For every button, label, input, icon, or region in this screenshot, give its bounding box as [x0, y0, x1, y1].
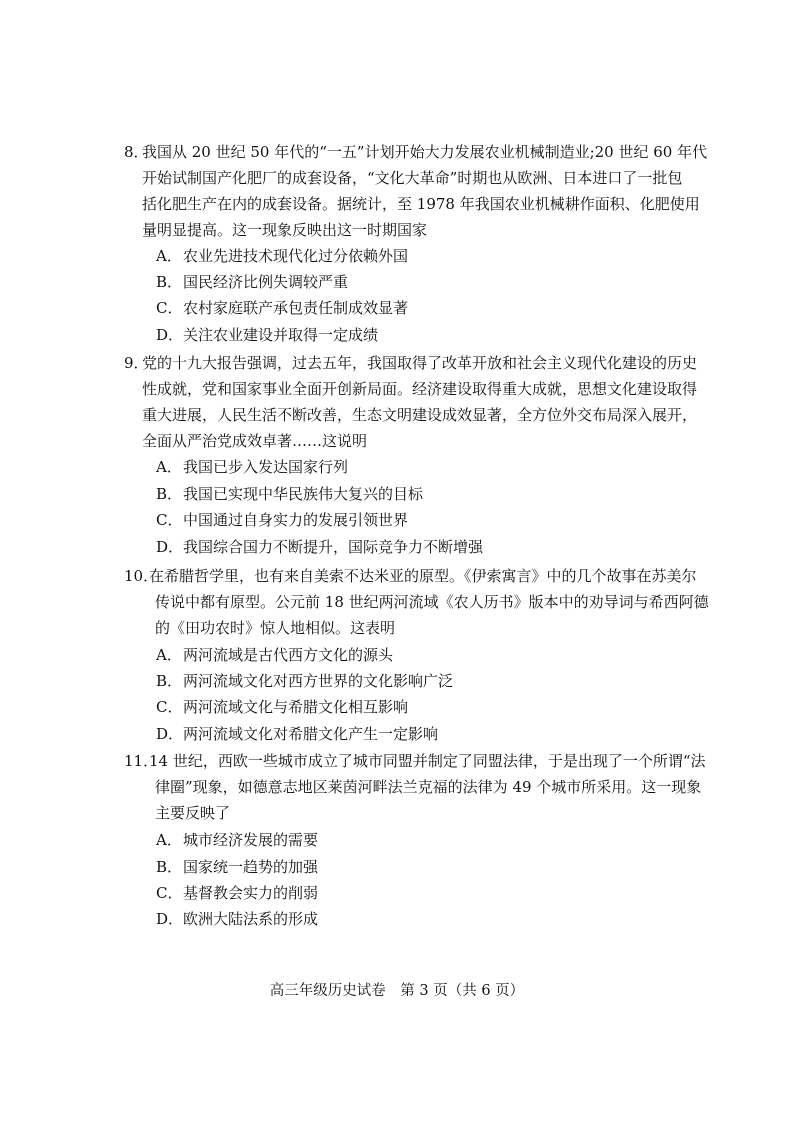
question-stem-line: 律圈”现象，如德意志地区莱茵河畔法兰克福的法律为 49 个城市所采用。这一现象	[155, 778, 702, 796]
question-stem-line: 开始试制国产化肥厂的成套设备，“文化大革命”时期也从欧洲、日本进口了一批包	[142, 169, 683, 187]
question-number: 8．	[124, 143, 149, 161]
option-letter: A．	[156, 646, 182, 664]
option-letter: C．	[156, 511, 183, 529]
option-letter: D．	[156, 725, 184, 743]
page-footer: 高三年级历史试卷 第 3 页（共 6 页）	[269, 983, 525, 999]
option-letter: A．	[156, 831, 182, 849]
option-letter: C．	[156, 299, 183, 317]
option-letter: B．	[156, 672, 183, 690]
question-stem-line: 括化肥生产在内的成套设备。据统计，至 1978 年我国农业机械耕作面积、化肥使用	[142, 195, 700, 213]
question-stem-line: 性成就，党和国家事业全面开创新局面。经济建设取得重大成就，思想文化建设取得	[142, 380, 698, 398]
option-text: 我国综合国力不断提升，国际竞争力不断增强	[183, 538, 484, 556]
question-stem-line: 全面从严治党成效卓著……这说明	[142, 432, 368, 450]
option-letter: B．	[156, 273, 183, 291]
option-text: 两河流域文化与希腊文化相互影响	[183, 698, 409, 716]
question-number: 9．	[124, 354, 149, 372]
option-text: 中国通过自身实力的发展引领世界	[183, 511, 409, 529]
option-text: 城市经济发展的需要	[183, 831, 319, 849]
question-stem-line: 重大进展，人民生活不断改善，生态文明建设成效显著，全方位外交布局深入展开，	[142, 406, 698, 424]
option-text: 国民经济比例失调较严重	[183, 273, 349, 291]
question-stem-line: 在希腊哲学里，也有来自美索不达米亚的原型。《伊索寓言》中的几个故事在苏美尔	[149, 567, 697, 585]
option-letter: D．	[156, 326, 184, 344]
option-letter: D．	[156, 910, 184, 928]
option-letter: B．	[156, 858, 183, 876]
option-text: 两河流域是古代西方文化的源头	[183, 646, 394, 664]
option-text: 关注农业建设并取得一定成绩	[183, 326, 379, 344]
question-stem-line: 我国从 20 世纪 50 年代的“一五”计划开始大力发展农业机械制造业;20 世纪 60 年代	[142, 143, 708, 161]
option-letter: B．	[156, 485, 183, 503]
question-stem-line: 传说中都有原型。公元前 18 世纪两河流域《农人历书》版本中的劝导词与希西阿德	[155, 593, 709, 611]
option-text: 农业先进技术现代化过分依赖外国	[183, 247, 409, 265]
option-letter: C．	[156, 884, 183, 902]
option-text: 我国已步入发达国家行列	[183, 458, 349, 476]
question-stem-line: 的《田功农时》惊人地相似。这表明	[155, 619, 396, 637]
question-stem-line: 主要反映了	[155, 804, 231, 822]
option-text: 两河流域文化对希腊文化产生一定影响	[183, 725, 439, 743]
question-stem-line: 14 世纪，西欧一些城市成立了城市同盟并制定了同盟法律，于是出现了一个所谓“法	[149, 752, 706, 770]
option-text: 两河流域文化对西方世界的文化影响广泛	[183, 672, 454, 690]
question-number: 10．	[124, 567, 159, 585]
option-letter: A．	[156, 247, 182, 265]
question-stem-line: 量明显提高。这一现象反映出这一时期国家	[142, 221, 428, 239]
option-text: 基督教会实力的削弱	[183, 884, 319, 902]
option-text: 我国已实现中华民族伟大复兴的目标	[183, 485, 424, 503]
option-text: 国家统一趋势的加强	[183, 858, 319, 876]
option-text: 农村家庭联产承包责任制成效显著	[183, 299, 409, 317]
question-number: 11．	[124, 752, 159, 770]
option-letter: C．	[156, 698, 183, 716]
option-letter: A．	[156, 458, 182, 476]
option-letter: D．	[156, 538, 184, 556]
question-stem-line: 党的十九大报告强调，过去五年，我国取得了改革开放和社会主义现代化建设的历史	[142, 354, 698, 372]
option-text: 欧洲大陆法系的形成	[183, 910, 319, 928]
